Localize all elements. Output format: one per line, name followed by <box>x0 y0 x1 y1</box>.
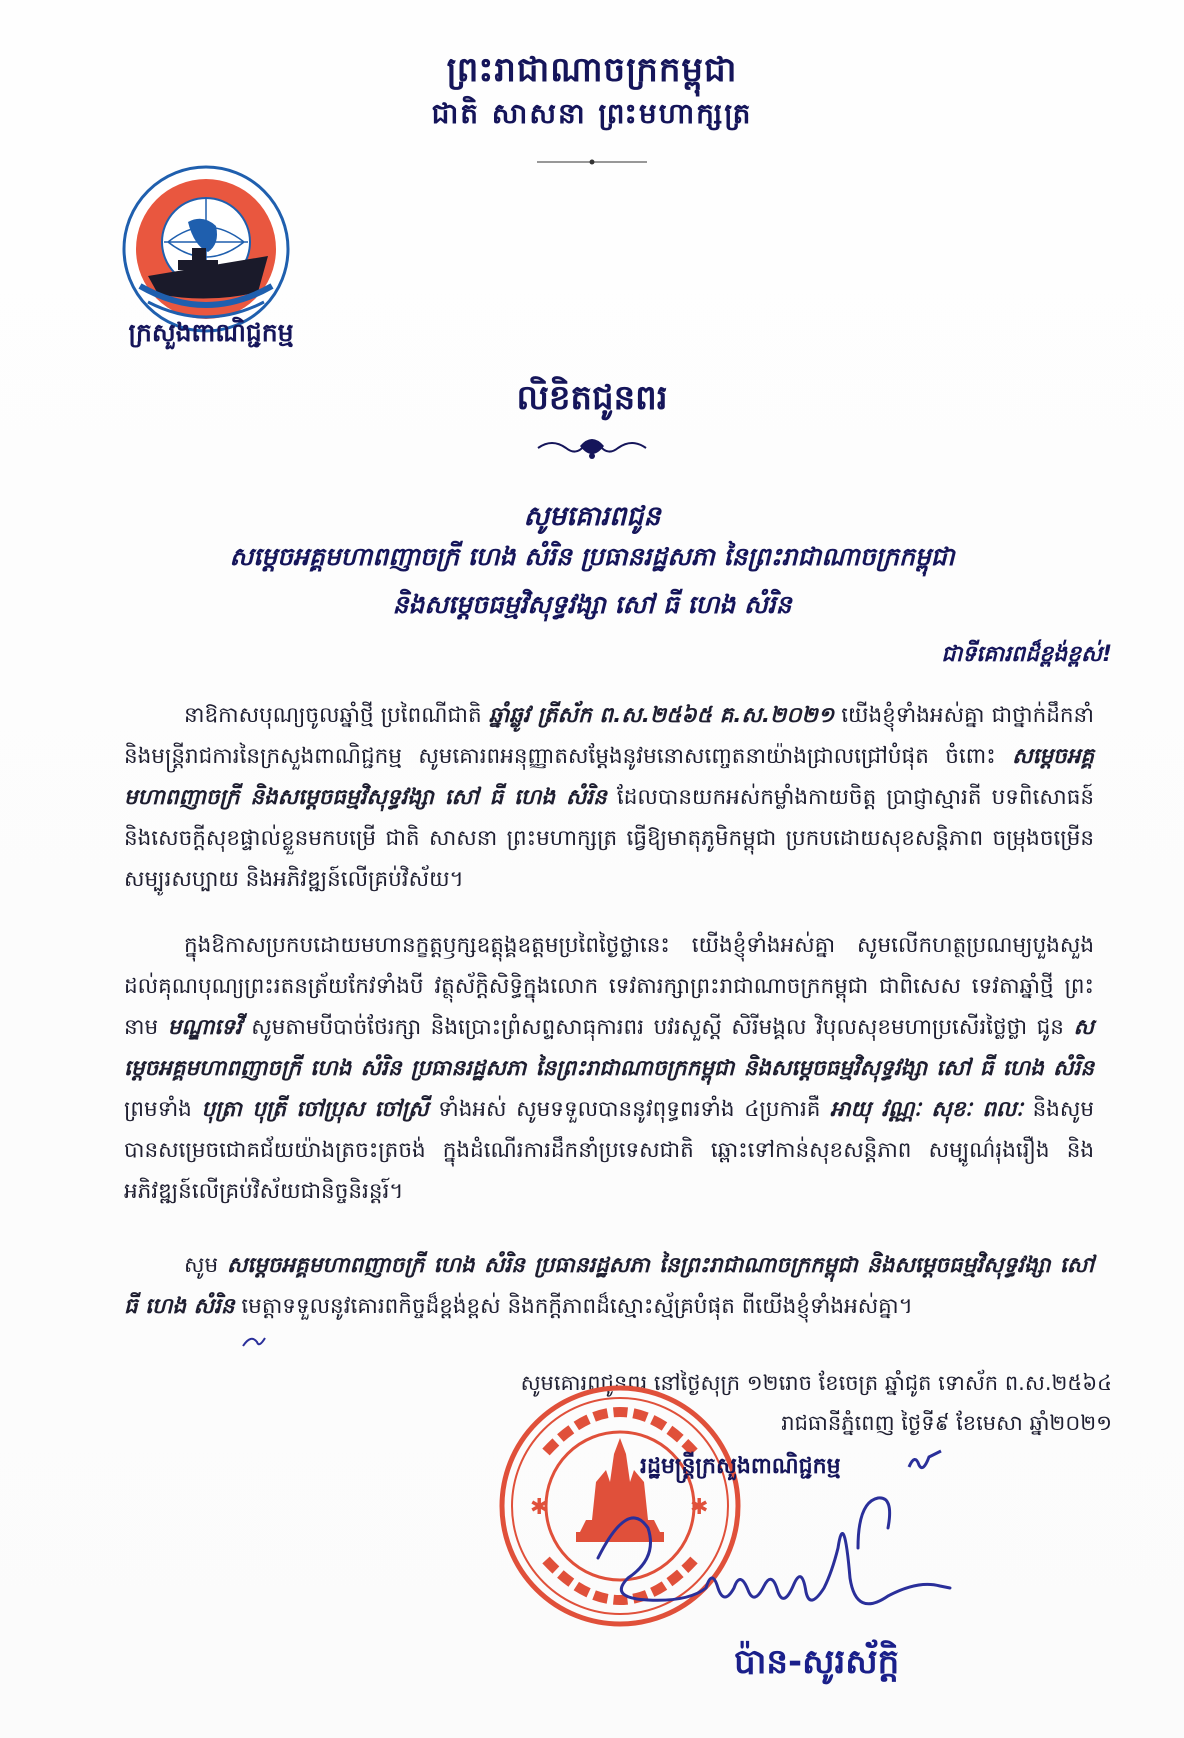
paragraph-3: សូម សម្តេចអគ្គមហាពញាចក្រី ហេង សំរិន ប្រធានរដ្ឋសភា នៃព្រះរាជាណាចក្រកម្ពុជា និងសម្តេចធម្មវិសុទ្ធវង្សា សៅ ធី ហេង សំរិន មេត្តាទទួលនូវគោរពកិច្ចដ៏ខ្ពង់ខ្ពស់ និងកក្តីភាពដ៏ស្មោះស្ម័គ្របំផុត ពីយើងខ្ញុំទាំងអស់គ្នា។ <box>124 1253 1094 1319</box>
paragraph-1: នាឱកាសបុណ្យចូលឆ្នាំថ្មី ប្រពៃណីជាតិ ឆ្នាំឆ្លូវ ត្រីស័ក ព.ស.២៥៦៥ គ.ស.២០២១ យើងខ្ញុំទាំងអស់គ្នា ជាថ្នាក់ដឹកនាំ និងមន្រ្តីរាជការនៃក្រសួងពាណិជ្ជកម្ម សូមគោរពអនុញ្ញាតសម្តែងនូវមនោសញ្ចេតនាយ៉ាងជ្រាលជ្រៅបំផុត ចំពោះ សម្តេចអគ្គមហាពញាចក្រី និងសម្តេចធម្មវិសុទ្ធវង្សា សៅ ធី ហេង សំរិន ដែលបានយកអស់កម្លាំងកាយចិត្ត ប្រាជ្ញាស្មារតី បទពិសោធន៍ និងសេចក្តីសុខផ្ទាល់ខ្លួនមកបម្រើ ជាតិ សាសនា ព្រះមហាក្សត្រ ធ្វើឱ្យមាតុភូមិកម្ពុជា ប្រកបដោយសុខសន្តិភាព ចម្រុងចម្រើន សម្បូរសប្បាយ និងអភិវឌ្ឍន៍លើគ្រប់វិស័យ។ <box>124 703 1095 892</box>
national-motto: ជាតិ សាសនា ព្រះមហាក្សត្រ <box>431 97 753 130</box>
kingdom-heading: ព្រះរាជាណាចក្រកម្ពុជា <box>446 50 738 90</box>
recipient-line-2: និងសម្តេចធម្មវិសុទ្ធវង្សា សៅ ធី ហេង សំរិន <box>392 590 792 619</box>
ministry-logo-icon <box>118 164 294 334</box>
initial-mark-icon <box>241 1332 267 1350</box>
paragraph-2: ក្នុងឱកាសប្រកបដោយមហានក្ខត្តឫក្សឧត្តុង្គឧត្តមប្រពៃថ្ងៃថ្លានេះ យើងខ្ញុំទាំងអស់គ្នា សូមលើកហត្ថប្រណម្យបួងសួងដល់គុណបុណ្យព្រះរតនត្រ័យកែវទាំងបី វត្ថុស័ក្តិសិទ្ធិក្នុងលោក ទេវតារក្សាព្រះរាជាណាចក្រកម្ពុជា ជាពិសេស ទេវតាឆ្នាំថ្មី ព្រះនាម មណ្ឌាទេវី សូមតាមបីបាច់ថែរក្សា និងប្រោះព្រំសព្ទសាធុការពរ បវរសួស្តី សិរីមង្គល វិបុលសុខមហាប្រសើរថ្លៃថ្លា ជូន សម្តេចអគ្គមហាពញាចក្រី ហេង សំរិន ប្រធានរដ្ឋសភា នៃព្រះរាជាណាចក្រកម្ពុជា និងសម្តេចធម្មវិសុទ្ធវង្សា សៅ ធី ហេង សំរិន ព្រមទាំង បុត្រា បុត្រី ចៅប្រុស ចៅស្រី ទាំងអស់ សូមទទួលបាននូវពុទ្ធពរទាំង ៤ប្រការគឺ អាយុ វណ្ណៈ សុខៈ ពលៈ និងសូមបានសម្រេចជោគជ័យយ៉ាងត្រចះត្រចង់ ក្នុងដំណើរការដឹកនាំប្រទេសជាតិ ឆ្ពោះទៅកាន់សុខសន្តិភាព សម្បូណ៌រុងរឿង និងអភិវឌ្ឍន៍លើគ្រប់វិស័យជានិច្ចនិរន្តរ៍។ <box>124 933 1095 1204</box>
svg-text:✱: ✱ <box>690 1495 709 1520</box>
approval-mark-icon <box>905 1447 945 1475</box>
handwritten-signature <box>588 1488 988 1628</box>
signer-title: រដ្ឋមន្ត្រីក្រសួងពាណិជ្ជកម្ម <box>640 1454 841 1479</box>
date-lunar: សូមគោរពជូនពរ នៅថ្ងៃសុក្រ ១២រោច ខែចេត្រ ឆ្នាំជូត ទោស័ក ព.ស.២៥៦៤ <box>520 1371 1112 1395</box>
svg-text:✱: ✱ <box>530 1495 549 1520</box>
ornament-divider <box>0 432 1184 468</box>
salutation: សូមគោរពជូន <box>523 501 661 532</box>
ministry-name: ក្រសួងពាណិជ្ជកម្ម <box>128 318 294 347</box>
letter-title: លិខិតជូនពរ <box>516 378 668 418</box>
date-solar: រាជធានីភ្នំពេញ ថ្ងៃទី៩ ខែមេសា ឆ្នាំ២០២១ <box>781 1411 1112 1435</box>
recipient-line-1: សម្តេចអគ្គមហាពញាចក្រី ហេង សំរិន ប្រធានរដ្ឋសភា នៃព្រះរាជាណាចក្រកម្ពុជា <box>229 542 955 571</box>
respect-line: ជាទីគោរពដ៏ខ្ពង់ខ្ពស់! <box>941 642 1112 667</box>
signer-name: ប៉ាន-សូរស័ក្តិ <box>734 1642 900 1682</box>
